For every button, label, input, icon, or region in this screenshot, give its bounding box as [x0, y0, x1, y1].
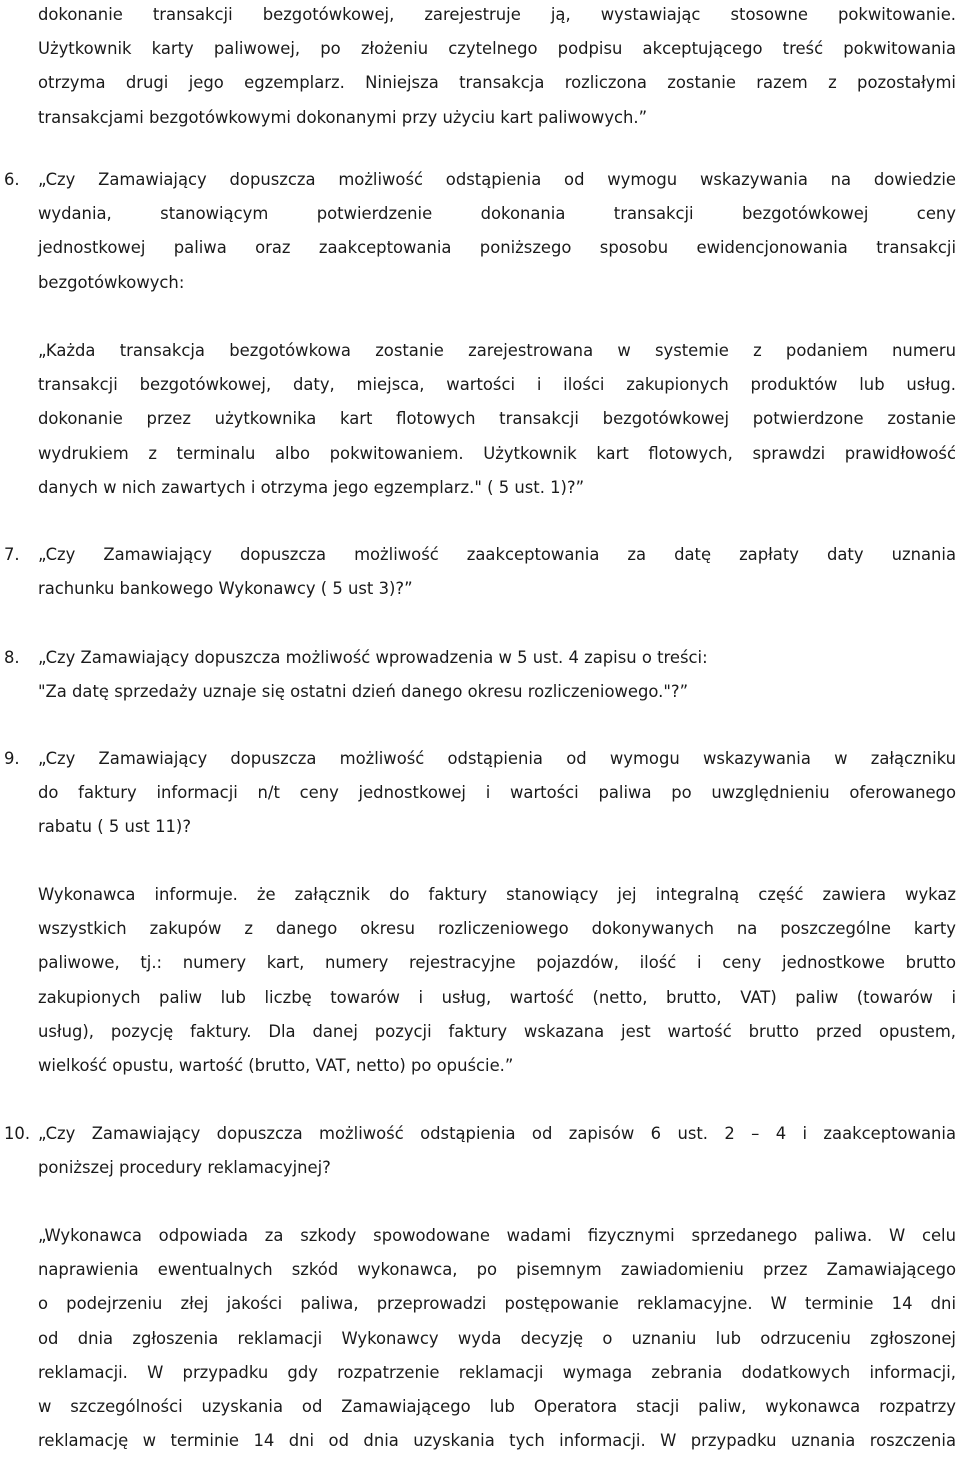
- text-line: „Czy Zamawiający dopuszcza możliwość wprowadzenia w 5 ust. 4 zapisu o treści:: [38, 648, 708, 667]
- text-line: wielkość opustu, wartość (brutto, VAT, netto) po opuście.”: [38, 1056, 514, 1076]
- text-line: w szczególności uzyskania od Zamawiającego lub Operatora stacji paliw, wykonawca rozpatrzy: [38, 1397, 956, 1417]
- question-8-text: [38, 641, 956, 709]
- text-line: o podejrzeniu złej jakości paliwa, przeprowadzi postępowanie reklamacyjne. W terminie 14 dni: [38, 1294, 956, 1314]
- text-line: jednostkowej paliwa oraz zaakceptowania poniższego sposobu ewidencjonowania transakcji: [38, 238, 956, 258]
- text-line: otrzyma drugi jego egzemplarz. Niniejsza transakcja rozliczona zostanie razem z pozostałymi: [38, 73, 956, 93]
- question-6-quote: [38, 334, 956, 505]
- text-line: „Czy Zamawiający dopuszcza możliwość zaakceptowania za datę zapłaty daty uznania: [38, 545, 956, 564]
- question-6-text: [38, 163, 956, 300]
- text-line: "Za datę sprzedaży uznaje się ostatni dzień danego okresu rozliczeniowego."?”: [38, 682, 689, 702]
- question-number: 10.: [4, 1124, 31, 1143]
- text-line: „Czy Zamawiający dopuszcza możliwość odstąpienia od wymogu wskazywania na dowiedzie: [38, 170, 956, 189]
- question-9-answer: [38, 878, 956, 1083]
- text-line: „Wykonawca odpowiada za szkody spowodowane wadami fizycznymi sprzedanego paliwa. W celu: [38, 1226, 956, 1245]
- question-10-quote: [38, 1219, 956, 1458]
- text-line: naprawienia ewentualnych szkód wykonawca, po pisemnym zawiadomieniu przez Zamawiającego: [38, 1260, 956, 1280]
- text-line: rachunku bankowego Wykonawcy ( 5 ust 3)?”: [38, 579, 413, 599]
- text-line: paliwowe, tj.: numery kart, numery rejestracyjne pojazdów, ilość i ceny jednostkowe brutto: [38, 953, 956, 973]
- text-line: dokonanie przez użytkownika kart flotowych transakcji bezgotówkowej potwierdzone zostanie: [38, 409, 956, 429]
- text-line: Wykonawca informuje. że załącznik do faktury stanowiący jej integralną część zawiera wykaz: [38, 885, 956, 904]
- text-line: reklamację w terminie 14 dni od dnia uzyskania tych informacji. W przypadku uznania roszczenia: [38, 1431, 956, 1451]
- intro-paragraph: [38, 0, 956, 135]
- text-line: usług), pozycję faktury. Dla danej pozycji faktury wskazana jest wartość brutto przed opustem,: [38, 1021, 956, 1041]
- text-line: transakcjami bezgotówkowymi dokonanymi przy użyciu kart paliwowych.”: [38, 107, 648, 127]
- text-line: transakcji bezgotówkowej, daty, miejsca, wartości i ilości zakupionych produktów lub usług.: [38, 375, 956, 395]
- text-line: poniższej procedury reklamacyjnej?: [38, 1158, 331, 1178]
- question-number: 7.: [4, 545, 20, 564]
- text-line: „Czy Zamawiający dopuszcza możliwość odstąpienia od wymogu wskazywania w załączniku: [38, 749, 956, 768]
- text-line: bezgotówkowych:: [38, 272, 185, 292]
- text-line: „Każda transakcja bezgotówkowa zostanie zarejestrowana w systemie z podaniem numeru: [38, 341, 956, 360]
- question-10-text: [38, 1117, 956, 1185]
- text-line: „Czy Zamawiający dopuszcza możliwość odstąpienia od zapisów 6 ust. 2 – 4 i zaakceptowania: [38, 1124, 956, 1143]
- text-line: zakupionych paliw lub liczbę towarów i usług, wartość (netto, brutto, VAT) paliw (towarów i: [38, 987, 956, 1007]
- question-number: 9.: [4, 749, 20, 768]
- text-line: od dnia zgłoszenia reklamacji Wykonawcy wyda decyzję o uznaniu lub odrzuceniu zgłoszonej: [38, 1328, 956, 1348]
- text-line: danych w nich zawartych i otrzyma jego egzemplarz." ( 5 ust. 1)?”: [38, 477, 585, 497]
- text-line: wszystkich zakupów z danego okresu rozliczeniowego dokonywanych na poszczególne karty: [38, 919, 956, 939]
- question-7-text: [38, 538, 956, 606]
- text-line: do faktury informacji n/t ceny jednostkowej i wartości paliwa po uwzględnieniu oferowanego: [38, 783, 956, 803]
- text-line: Użytkownik karty paliwowej, po złożeniu czytelnego podpisu akceptującego treść pokwitowania: [38, 39, 956, 59]
- text-line: rabatu ( 5 ust 11)?: [38, 817, 192, 837]
- question-number: 6.: [4, 170, 20, 189]
- text-line: wydania, stanowiącym potwierdzenie dokonania transakcji bezgotówkowej ceny: [38, 204, 956, 224]
- text-line: reklamacji. W przypadku gdy rozpatrzenie reklamacji wymaga zebrania dodatkowych informacji,: [38, 1362, 956, 1382]
- question-9-text: [38, 742, 956, 845]
- text-line: wydrukiem z terminalu albo pokwitowaniem. Użytkownik kart flotowych, sprawdzi prawidłowość: [38, 443, 956, 463]
- text-line: dokonanie transakcji bezgotówkowej, zarejestruje ją, wystawiając stosowne pokwitowanie.: [38, 5, 956, 24]
- question-number: 8.: [4, 648, 20, 667]
